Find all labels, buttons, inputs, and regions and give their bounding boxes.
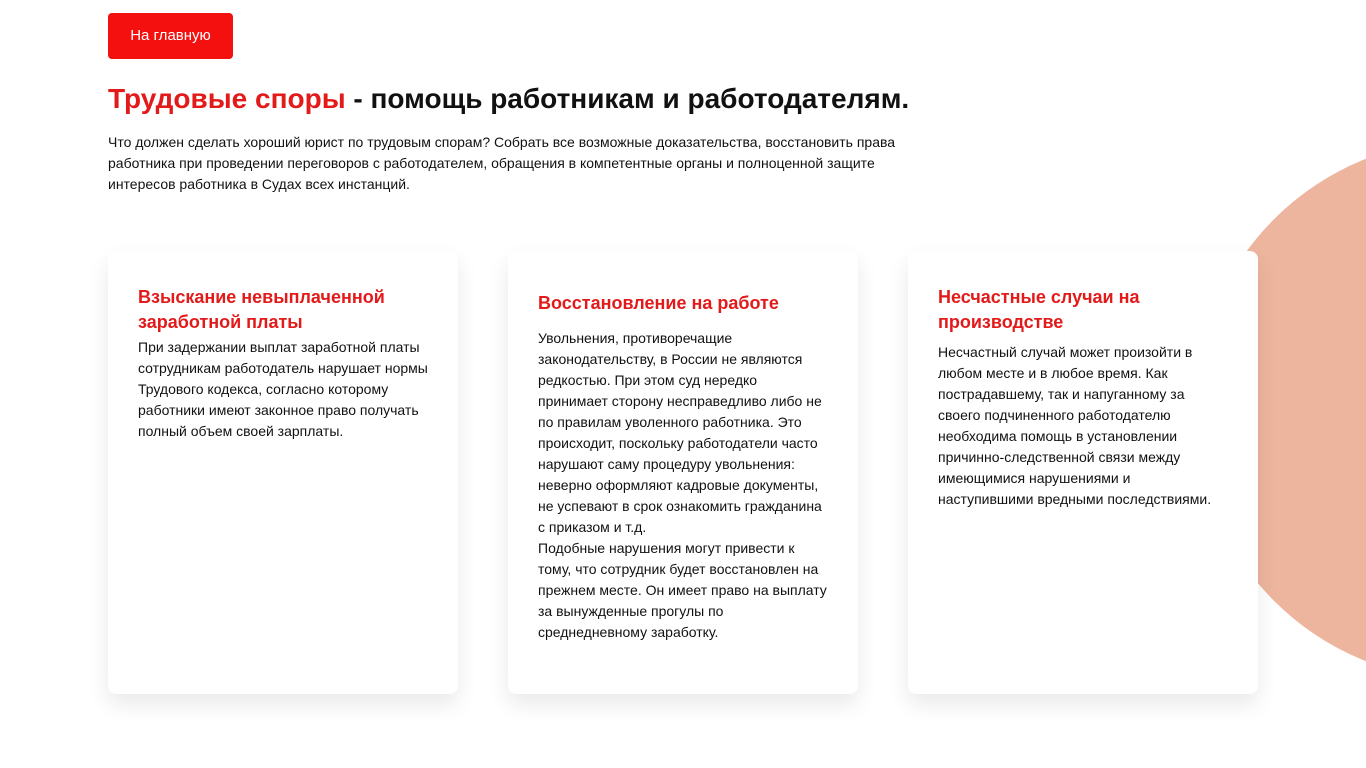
page-title <box>108 82 909 116</box>
page-title-accent: Трудовые споры <box>108 83 346 114</box>
service-card-workplace-accidents <box>908 251 1258 694</box>
card-text <box>938 342 1228 510</box>
card-paragraph: Несчастный случай может произойти в любом месте и в любое время. Как пострадавшему, так и напуганному за своего подчиненного работодателю необходима помощь в установлении причинно-следственной связи между имеющимися нарушениями и наступившими вредными последствиями. <box>938 344 1212 507</box>
page-title-rest: - помощь работникам и работодателям. <box>345 83 910 114</box>
card-paragraph: Увольнения, противоречащие законодательству, в России не являются редкостью. При этом суд нередко принимает сторону несправедливо либо не по правилам уволенного работника. Это происходит, поскольку работодатели часто нарушают саму процедуру увольнения: неверно оформляют кадровые документы, не успевают в срок ознакомить гражданина с приказом и т.д. <box>538 330 822 535</box>
intro-text: Что должен сделать хороший юрист по трудовым спорам? Собрать все возможные доказательства, восстановить права работника при проведении переговоров с работодателем, обращения в компетентные органы и полноценной защите интересов работника в Судах всех инстанций. <box>108 134 896 192</box>
card-paragraph: Подобные нарушения могут привести к тому, что сотрудник будет восстановлен на прежнем месте. Он имеет право на выплату за вынужденные прогулы по среднедневному заработку. <box>538 540 827 640</box>
card-title: Восстановление на работе <box>538 293 779 313</box>
card-paragraph: При задержании выплат заработной платы сотрудникам работодатель нарушает нормы Трудового кодекса, согласно которому работники имеют законное право получать полный объем своей зарплаты. <box>138 339 428 439</box>
service-card-unpaid-wages <box>108 251 458 694</box>
card-title: Взыскание невыплаченной заработной платы <box>138 287 385 332</box>
service-card-reinstatement <box>508 251 858 694</box>
card-text <box>138 337 428 442</box>
card-title: Несчастные случаи на производстве <box>938 287 1140 332</box>
home-button[interactable]: На главную <box>108 13 233 59</box>
card-text <box>538 328 828 643</box>
